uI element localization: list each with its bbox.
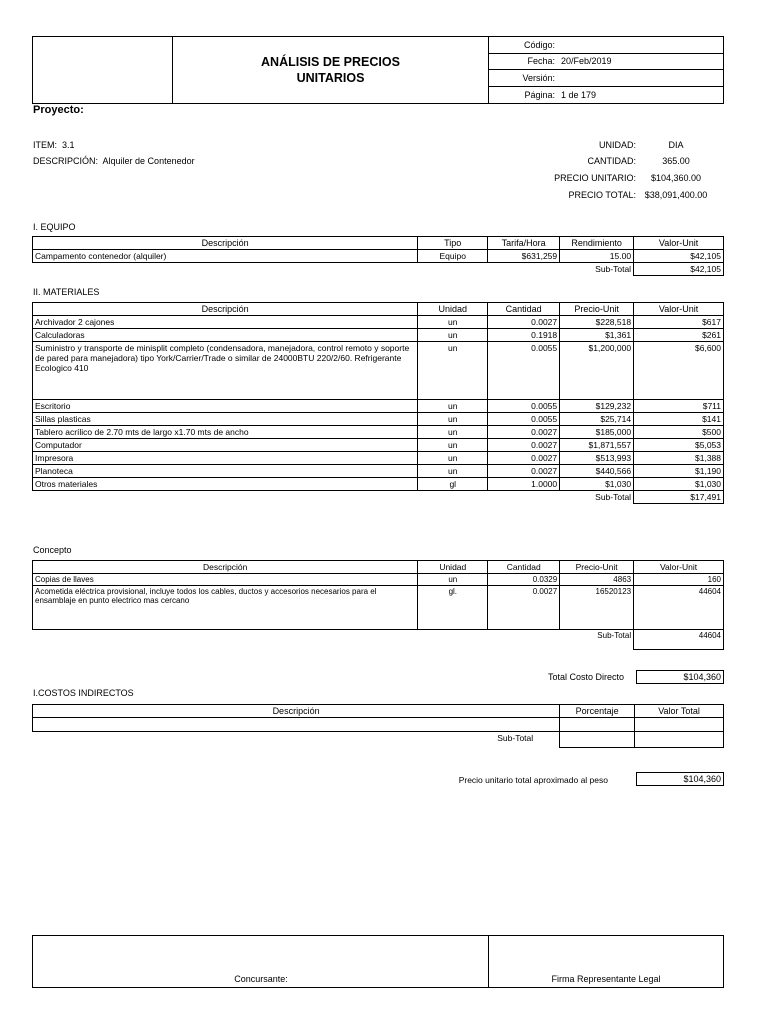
- logo-cell: [33, 37, 173, 103]
- unidad-value: DIA: [668, 140, 684, 150]
- cell-descripcion: Campamento contenedor (alquiler): [33, 250, 418, 263]
- col-rendimiento: Rendimiento: [560, 237, 634, 250]
- table-row: [33, 574, 724, 586]
- descripcion-line: [33, 156, 195, 166]
- cell-descripcion: Copias de llaves: [33, 574, 418, 586]
- cell-unidad: un: [418, 342, 488, 400]
- cell-cantidad: 0.0055: [488, 413, 560, 426]
- indirectos-header-row: [33, 705, 724, 718]
- descripcion-value: Alquiler de Contenedor: [102, 156, 195, 166]
- col-valor-unit: Valor-Unit: [634, 303, 724, 316]
- col-valor-total: Valor Total: [635, 705, 724, 718]
- concepto-section-title: Concepto: [33, 545, 72, 555]
- col-valor-unit: Valor-Unit: [634, 237, 724, 250]
- table-row: [33, 250, 724, 263]
- cell-valor: 160: [634, 574, 724, 586]
- fecha-value: 20/Feb/2019: [561, 56, 612, 67]
- materiales-table: [32, 302, 724, 504]
- materiales-section-title: II. MATERIALES: [33, 287, 100, 297]
- cell-unidad: un: [418, 574, 488, 586]
- cell-descripcion: Acometida eléctrica provisional, incluye todos los cables, ductos y accesorios necesarios para el ensamblaje en punto electrico mas cercano: [33, 586, 418, 630]
- cell-unidad: un: [418, 316, 488, 329]
- signature-footer: [32, 935, 724, 988]
- indirectos-table: [32, 704, 724, 748]
- table-row: [33, 465, 724, 478]
- col-tipo: Tipo: [418, 237, 488, 250]
- concursante-cell: [33, 936, 489, 987]
- table-row: [33, 400, 724, 413]
- cell-descripcion: Suministro y transporte de minisplit completo (condensadora, manejadora, control remoto y soporte de pared para manejadora) tipo York/Carrier/Trade o similar de 24000BTU 220/2/60. Refrigerante Ecologico 410: [33, 342, 418, 400]
- subtotal-value: $17,491: [634, 491, 724, 504]
- col-precio-unit: Precio-Unit: [560, 561, 634, 574]
- codigo-row: [489, 37, 723, 54]
- cell-precio: $129,232: [560, 400, 634, 413]
- cell-precio: $513,993: [560, 452, 634, 465]
- document-header: [32, 36, 724, 104]
- table-row: [33, 439, 724, 452]
- col-unidad: Unidad: [418, 561, 488, 574]
- cell-unidad: un: [418, 465, 488, 478]
- cell-descripcion: Impresora: [33, 452, 418, 465]
- codigo-label: Código:: [523, 39, 555, 50]
- col-porcentaje: Porcentaje: [560, 705, 635, 718]
- cell-cantidad: 0.0055: [488, 400, 560, 413]
- fecha-row: [489, 54, 723, 71]
- cell-precio: $1,361: [560, 329, 634, 342]
- title-line-1: ANÁLISIS DE PRECIOS: [261, 55, 400, 69]
- cell-tarifa: $631,259: [488, 250, 560, 263]
- firma-label: Firma Representante Legal: [551, 974, 661, 984]
- col-descripcion: Descripción: [33, 705, 560, 718]
- cell-cantidad: 0.0027: [488, 586, 560, 630]
- subtotal-label: Sub-Total: [33, 732, 560, 748]
- table-row: [33, 452, 724, 465]
- cell-cantidad: 0.0329: [488, 574, 560, 586]
- fecha-label: Fecha:: [527, 56, 555, 67]
- cell-precio: $1,030: [560, 478, 634, 491]
- cell-cantidad: 0.0055: [488, 342, 560, 400]
- equipo-section-title: I. EQUIPO: [33, 222, 76, 232]
- cell-valor: $711: [634, 400, 724, 413]
- cell-valor: $6,600: [634, 342, 724, 400]
- precio-total-value: $38,091,400.00: [644, 190, 708, 200]
- col-unidad: Unidad: [418, 303, 488, 316]
- cell-precio: 16520123: [560, 586, 634, 630]
- concursante-label: Concursante:: [234, 974, 288, 984]
- cell-cantidad: 0.1918: [488, 329, 560, 342]
- cell-tipo: Equipo: [418, 250, 488, 263]
- precio-unitario-label: PRECIO UNITARIO:: [554, 173, 636, 183]
- table-row: [33, 413, 724, 426]
- item-line: [33, 140, 75, 150]
- cell-descripcion: Otros materiales: [33, 478, 418, 491]
- subtotal-value: 44604: [634, 630, 724, 650]
- descripcion-label: DESCRIPCIÓN:: [33, 156, 99, 166]
- col-cantidad: Cantidad: [488, 303, 560, 316]
- total-costo-directo-label: Total Costo Directo: [547, 672, 624, 682]
- cell-descripcion: Tablero acrílico de 2.70 mts de largo x1.70 mts de ancho: [33, 426, 418, 439]
- proyecto-label: Proyecto:: [33, 104, 84, 116]
- cell-unidad: un: [418, 329, 488, 342]
- cell-valor: $141: [634, 413, 724, 426]
- cell-rendimiento: 15.00: [560, 250, 634, 263]
- item-value: 3.1: [62, 140, 75, 150]
- table-row: [33, 342, 724, 400]
- col-descripcion: Descripción: [33, 303, 418, 316]
- equipo-subtotal-row: [33, 263, 724, 276]
- cell-precio: $228,518: [560, 316, 634, 329]
- document-title: [173, 37, 489, 103]
- concepto-table: [32, 560, 724, 650]
- subtotal-value: $42,105: [634, 263, 724, 276]
- header-meta: [489, 37, 723, 103]
- table-row: [33, 718, 724, 732]
- table-row: [33, 426, 724, 439]
- cell-descripcion: Calculadoras: [33, 329, 418, 342]
- cell-valor: $1,190: [634, 465, 724, 478]
- precio-aprox-value: $104,360: [636, 772, 724, 786]
- col-descripcion: Descripción: [33, 237, 418, 250]
- materiales-subtotal-row: [33, 491, 724, 504]
- table-row: [33, 478, 724, 491]
- cell-cantidad: 0.0027: [488, 452, 560, 465]
- cell-unidad: un: [418, 452, 488, 465]
- cell-precio: $25,714: [560, 413, 634, 426]
- cell-descripcion: Escritorio: [33, 400, 418, 413]
- unidad-label: UNIDAD:: [598, 140, 636, 150]
- title-line-2: UNITARIOS: [296, 71, 365, 85]
- cell-cantidad: 0.0027: [488, 426, 560, 439]
- indirectos-subtotal-row: [33, 732, 724, 748]
- cell-valor: $261: [634, 329, 724, 342]
- cell-valor: $1,030: [634, 478, 724, 491]
- precio-total-label: PRECIO TOTAL:: [568, 190, 636, 200]
- col-valor-unit: Valor-Unit: [634, 561, 724, 574]
- cell-cantidad: 0.0027: [488, 465, 560, 478]
- concepto-header-row: [33, 561, 724, 574]
- cell-precio: $440,566: [560, 465, 634, 478]
- version-row: [489, 70, 723, 87]
- cell-valor: 44604: [634, 586, 724, 630]
- col-tarifa-hora: Tarifa/Hora: [488, 237, 560, 250]
- cell-valor: $617: [634, 316, 724, 329]
- cell-unidad: un: [418, 439, 488, 452]
- col-cantidad: Cantidad: [488, 561, 560, 574]
- cell-unidad: gl.: [418, 586, 488, 630]
- cell-valor: $1,388: [634, 452, 724, 465]
- subtotal-label: Sub-Total: [560, 491, 634, 504]
- cell-valor: $5,053: [634, 439, 724, 452]
- cell-precio: $1,200,000: [560, 342, 634, 400]
- col-precio-unit: Precio-Unit: [560, 303, 634, 316]
- pagina-value: 1 de 179: [561, 89, 597, 100]
- cell-cantidad: 0.0027: [488, 439, 560, 452]
- cantidad-value: 365.00: [662, 156, 690, 166]
- version-label: Versión:: [522, 72, 555, 83]
- cell-unidad: un: [418, 413, 488, 426]
- concepto-subtotal-row: [33, 630, 724, 650]
- cell-precio: $1,871,557: [560, 439, 634, 452]
- table-row: [33, 329, 724, 342]
- pagina-label: Página:: [524, 89, 555, 100]
- cell-unidad: un: [418, 400, 488, 413]
- table-row: [33, 316, 724, 329]
- materiales-header-row: [33, 303, 724, 316]
- cell-cantidad: 0.0027: [488, 316, 560, 329]
- equipo-header-row: [33, 237, 724, 250]
- cell-unidad: un: [418, 426, 488, 439]
- cell-descripcion: Planoteca: [33, 465, 418, 478]
- cell-precio: 4863: [560, 574, 634, 586]
- subtotal-label: Sub-Total: [560, 630, 634, 650]
- cell-precio: $185,000: [560, 426, 634, 439]
- cell-valor: $42,105: [634, 250, 724, 263]
- col-descripcion: Descripción: [33, 561, 418, 574]
- total-costo-directo-value: $104,360: [636, 670, 724, 684]
- cell-descripcion: Archivador 2 cajones: [33, 316, 418, 329]
- equipo-table: [32, 236, 724, 276]
- cantidad-label: CANTIDAD:: [587, 156, 636, 166]
- precio-unitario-value: $104,360.00: [650, 173, 702, 183]
- cell-unidad: gl: [418, 478, 488, 491]
- precio-aprox-label: Precio unitario total aproximado al peso: [458, 775, 608, 785]
- cell-descripcion: Computador: [33, 439, 418, 452]
- table-row: [33, 586, 724, 630]
- item-label: ITEM:: [33, 140, 57, 150]
- cell-valor: $500: [634, 426, 724, 439]
- indirectos-section-title: I.COSTOS INDIRECTOS: [33, 688, 134, 698]
- cell-descripcion: Sillas plasticas: [33, 413, 418, 426]
- pagina-row: [489, 87, 723, 104]
- subtotal-label: Sub-Total: [560, 263, 634, 276]
- cell-cantidad: 1.0000: [488, 478, 560, 491]
